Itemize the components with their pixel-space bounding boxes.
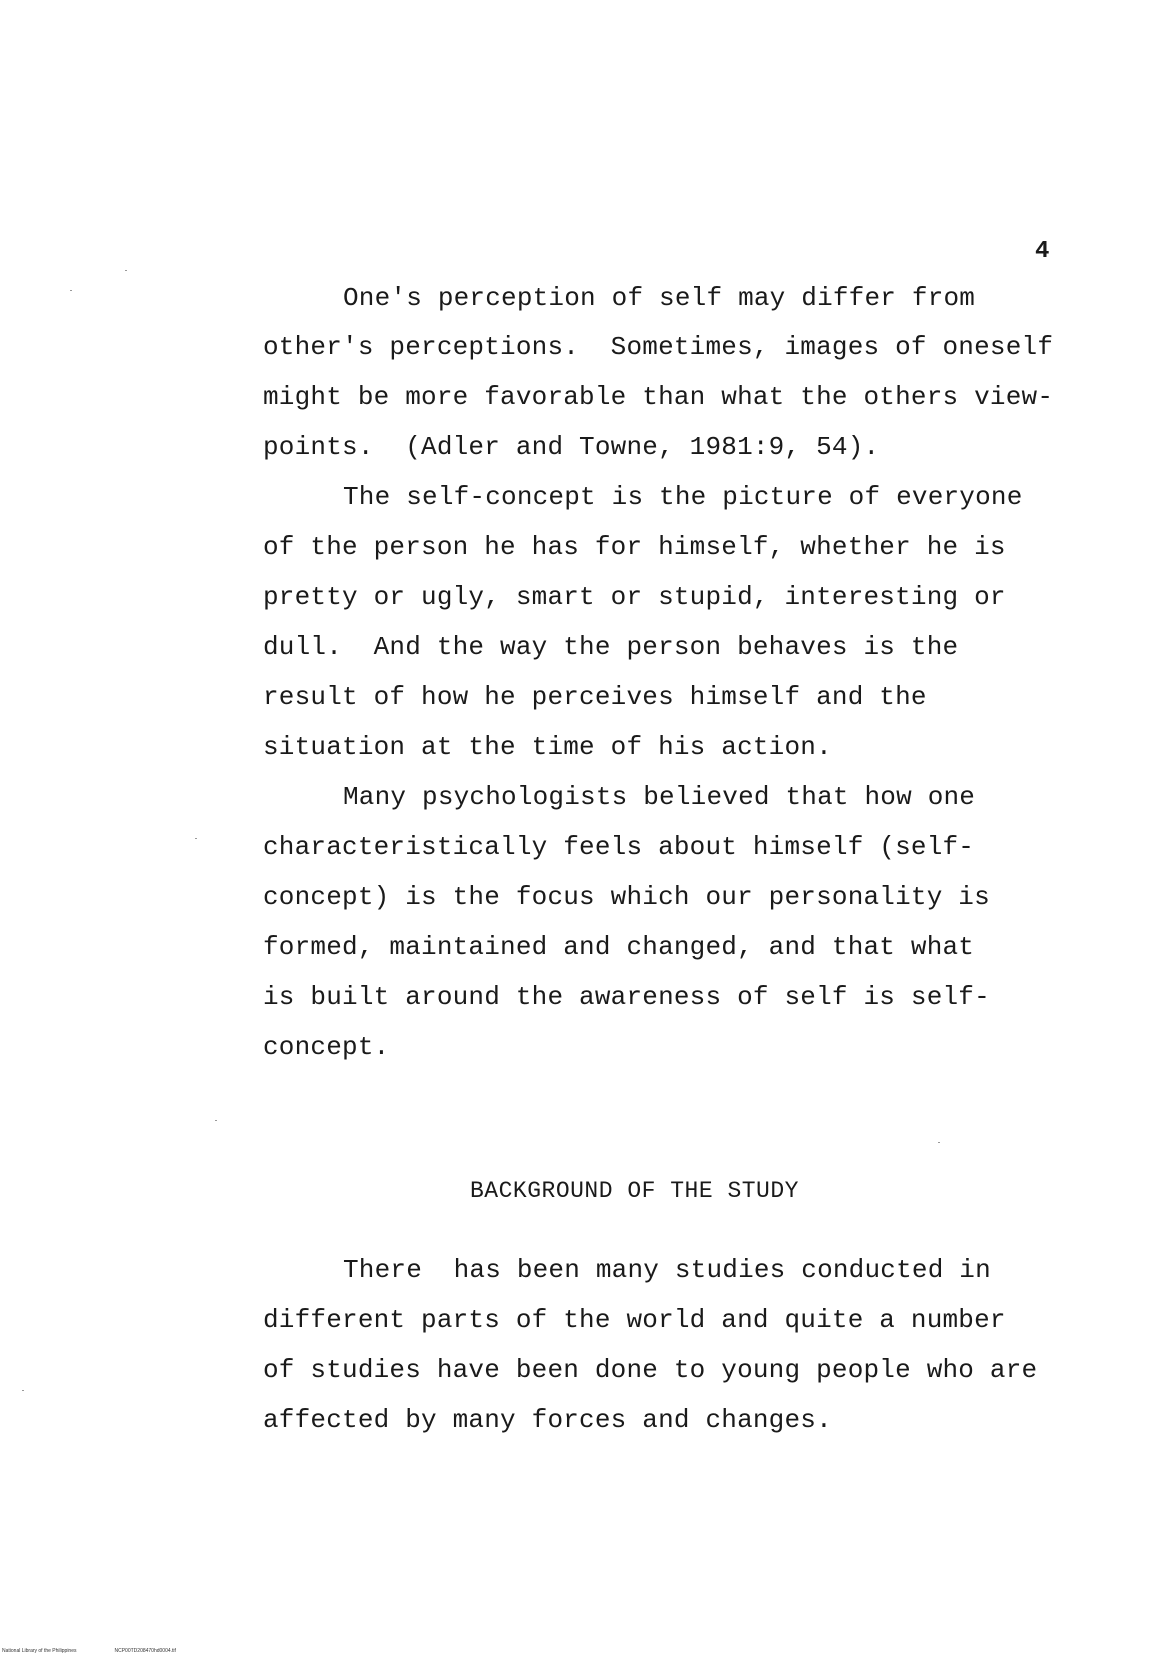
paragraph-3-line-6: concept. <box>263 1032 390 1062</box>
paragraph-2-line-1: The self-concept is the picture of everyone <box>343 482 1023 512</box>
paragraph-2-line-6: situation at the time of his action. <box>263 732 832 762</box>
scan-speck <box>938 1142 940 1143</box>
scan-speck <box>215 1120 217 1121</box>
paragraph-1-line-2: other's perceptions. Sometimes, images of oneself <box>263 332 1054 362</box>
footer-library: National Library of the Philippines <box>2 1648 77 1654</box>
paragraph-2-line-4: dull. And the way the person behaves is the <box>263 632 959 662</box>
paragraph-1-line-4: points. (Adler and Towne, 1981:9, 54). <box>263 432 880 462</box>
page-number: 4 <box>1035 238 1050 265</box>
paragraph-3-line-2: characteristically feels about himself (self- <box>263 832 975 862</box>
section-paragraph-line-2: different parts of the world and quite a number <box>263 1305 1006 1335</box>
scan-speck <box>195 838 197 839</box>
scan-speck <box>70 290 72 291</box>
section-heading: BACKGROUND OF THE STUDY <box>470 1178 799 1204</box>
paragraph-3-line-4: formed, maintained and changed, and that what <box>263 932 975 962</box>
paragraph-1-line-3: might be more favorable than what the others view- <box>263 382 1054 412</box>
paragraph-3-line-5: is built around the awareness of self is self- <box>263 982 990 1012</box>
section-paragraph-line-4: affected by many forces and changes. <box>263 1405 832 1435</box>
scan-speck <box>22 1390 24 1391</box>
section-paragraph-line-3: of studies have been done to young people who are <box>263 1355 1038 1385</box>
scan-speck <box>125 270 127 271</box>
paragraph-3-line-3: concept) is the focus which our personality is <box>263 882 990 912</box>
footer-code: NCP00TD208470hd0004.tif <box>114 1648 176 1654</box>
paragraph-1-line-1: One's perception of self may differ from <box>343 283 976 313</box>
paragraph-3-line-1: Many psychologists believed that how one <box>343 782 976 812</box>
section-paragraph-line-1: There has been many studies conducted in <box>343 1255 991 1285</box>
paragraph-2-line-2: of the person he has for himself, whether he is <box>263 532 1006 562</box>
scan-footer <box>2 1648 176 1654</box>
paragraph-2-line-5: result of how he perceives himself and the <box>263 682 927 712</box>
paragraph-2-line-3: pretty or ugly, smart or stupid, interesting or <box>263 582 1006 612</box>
